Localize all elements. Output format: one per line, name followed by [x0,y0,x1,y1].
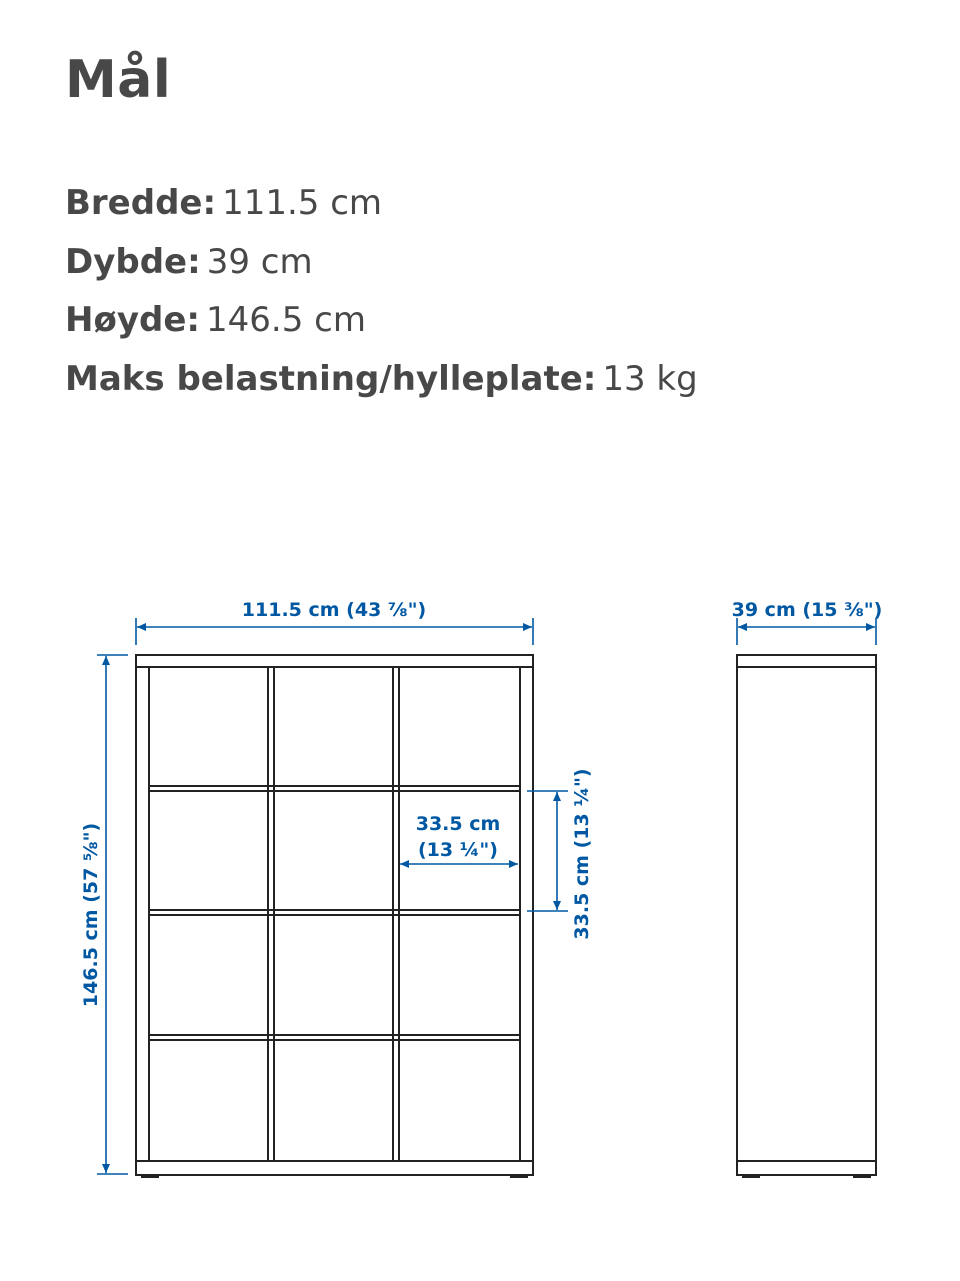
depth-dimension-label: 39 cm (15 ⅜") [731,599,883,621]
width-dimension-label: 111.5 cm (43 ⅞") [241,599,427,621]
height-dimension-label: 146.5 cm (57 ⅝") [80,822,102,1008]
side-view-shelf [737,655,876,1177]
spec-label: Bredde: [65,183,217,223]
spec-value: 39 cm [206,241,313,282]
spec-label: Dybde: [65,241,201,282]
dimension-lines [97,618,876,1174]
cell-width-label-line1: 33.5 cm [415,813,501,835]
cell-height-label: 33.5 cm (13 ¼") [571,768,593,940]
spec-value: 146.5 cm [205,300,366,340]
spec-label: Maks belastning/hylleplate: [65,358,597,399]
spec-value: 111.5 cm [222,183,383,223]
side-outer-frame [737,655,876,1175]
side-foot-left [743,1175,759,1177]
page-title: Mål [65,50,172,110]
cell-width-label-line2: (13 ¼") [418,839,498,861]
spec-label: Høyde: [65,300,200,340]
front-foot-right [511,1175,527,1177]
front-foot-left [142,1175,158,1177]
front-view-shelf [136,655,533,1177]
side-foot-right [854,1175,870,1177]
spec-value: 13 kg [602,358,698,399]
